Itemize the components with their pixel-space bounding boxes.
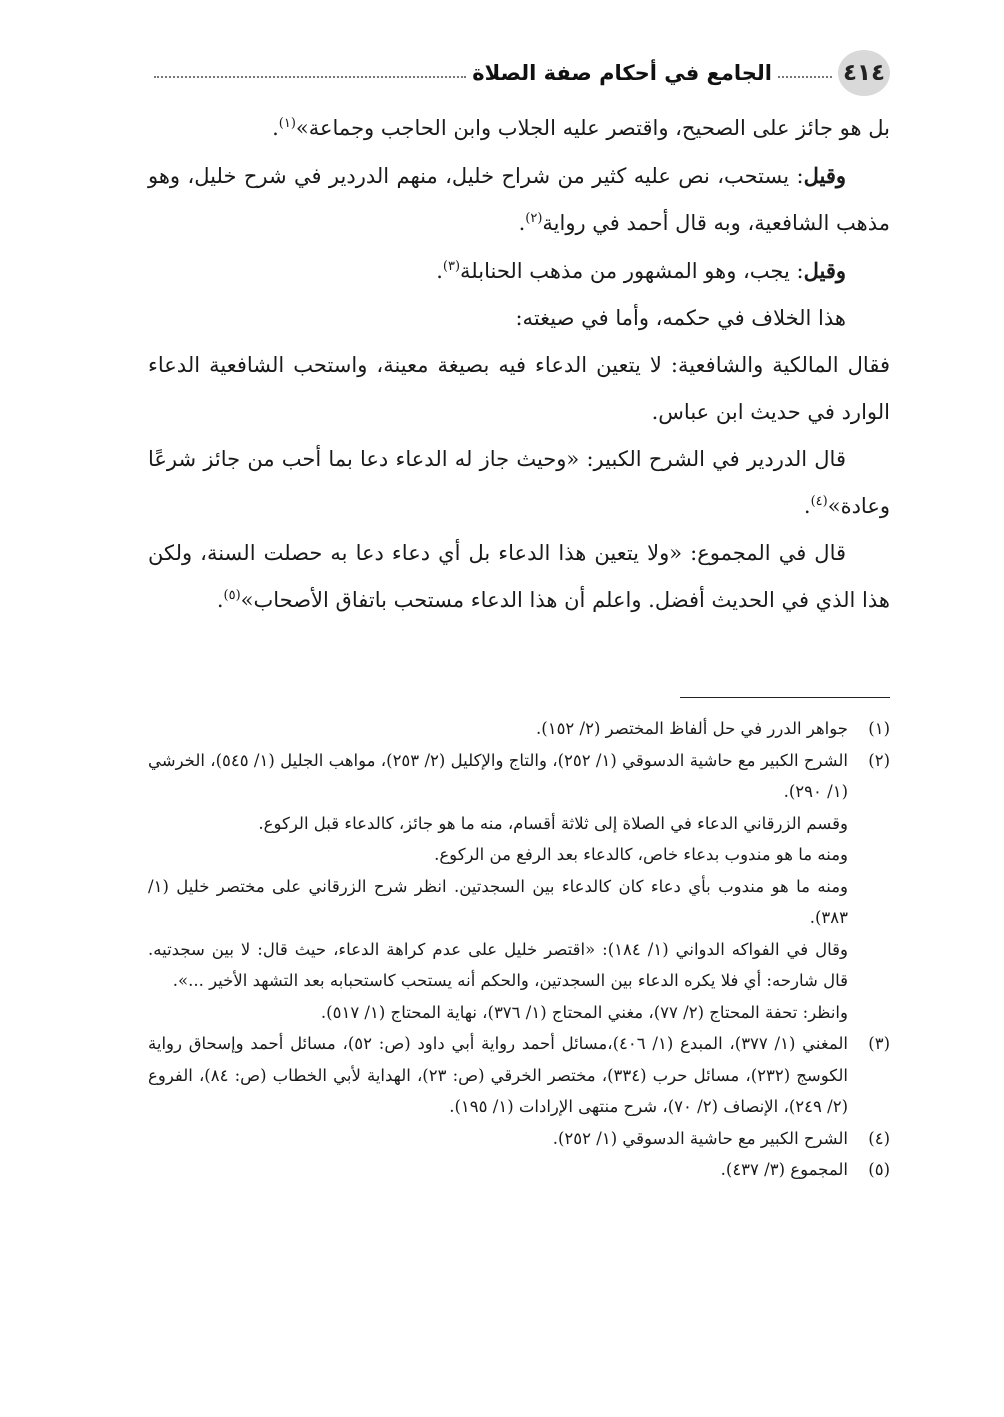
paragraph: قال في المجموع: «ولا يتعين هذا الدعاء بل أي دعاء دعا به حصلت السنة، ولكن هذا الذي في الحديث أفضل. واعلم أن هذا الدعاء مستحب باتفاق الأصحاب»$^{(٥)}$. <box>148 541 890 612</box>
footnote-ref[interactable]: (٥) <box>223 588 241 603</box>
paragraph-lead: وقيل <box>803 163 846 188</box>
paragraph: قال الدردير في الشرح الكبير: «وحيث جاز له الدعاء دعا بما أحب من جائز شرعًا وعادة»$^{(٤)}$. <box>148 447 890 518</box>
footnote-ref[interactable]: (٢) <box>525 211 543 226</box>
footnotes <box>148 713 890 1186</box>
footnote-number: (١) <box>868 719 890 738</box>
footnote-separator <box>680 697 890 698</box>
page-header <box>148 50 890 96</box>
footnote-text: وانظر: تحفة المحتاج (٢/ ٧٧)، مغني المحتاج (١/ ٣٧٦)، نهاية المحتاج (١/ ٥١٧). <box>320 1002 848 1022</box>
footnote <box>148 713 890 745</box>
footnote-ref[interactable]: (٣) <box>442 259 461 274</box>
footnote-text: جواهر الدرر في حل ألفاظ المختصر (٢/ ١٥٢). <box>536 719 848 738</box>
main-text <box>148 105 890 624</box>
paragraph: فقال المالكية والشافعية: لا يتعين الدعاء فيه بصيغة معينة، واستحب الشافعية الدعاء الوارد في حديث ابن عباس. <box>148 353 890 424</box>
footnote-text: المغني (١/ ٣٧٧)، المبدع (١/ ٤٠٦)،مسائل أحمد رواية أبي داود (ص: ٥٢)، مسائل أحمد وإسحاق رواية الكوسج (٢٣٢)، مسائل حرب (٣٣٤)، مختصر الخرقي (ص: ٢٣)، الهداية لأبي الخطاب (ص: ٨٤)، الفروع (٢/ ٢٤٩)، الإنصاف (٢/ ٧٠)، شرح منتهى الإرادات (١/ ١٩٥). <box>148 1034 849 1116</box>
footnote <box>148 1154 890 1186</box>
paragraph: وقيل: يستحب، نص عليه كثير من شراح خليل، منهم الدردير في شرح خليل، وهو مذهب الشافعية، وبه قال أحمد في رواية$^{(٢)}$. <box>148 163 890 235</box>
footnote <box>148 1123 890 1155</box>
footnote-number: (٥) <box>868 1160 890 1179</box>
footnote <box>148 1028 890 1123</box>
footnote-text: ومنه ما هو مندوب بأي دعاء كان كالدعاء بين السجدتين. انظر شرح الزرقاني على مختصر خليل (١/ ٣٨٣). <box>148 876 848 927</box>
running-title: الجامع في أحكام صفة الصلاة <box>472 61 772 85</box>
footnote-text: ومنه ما هو مندوب بدعاء خاص، كالدعاء بعد الرفع من الركوع. <box>434 845 848 864</box>
footnote <box>148 745 890 808</box>
header-dotted-leader-right <box>778 76 832 78</box>
footnote-text: وقسم الزرقاني الدعاء في الصلاة إلى ثلاثة أقسام، منه ما هو جائز، كالدعاء قبل الركوع. <box>258 813 848 833</box>
paragraph: وقيل: يجب، وهو المشهور من مذهب الحنابلة$^{(٣)}$. <box>436 258 846 283</box>
paragraph-lead: وقيل <box>803 258 846 283</box>
footnote-number: (٢) <box>868 750 890 770</box>
footnote-ref[interactable]: (٤) <box>810 494 828 509</box>
footnote-number: (٤) <box>868 1128 890 1148</box>
paragraph: هذا الخلاف في حكمه، وأما في صيغته: <box>515 306 846 330</box>
page-number-badge: ٤١٤ <box>838 50 890 96</box>
footnote-text: وقال في الفواكه الدواني (١/ ١٨٤): «اقتصر خليل على عدم كراهة الدعاء، حيث قال: لا بين سجدتيه. قال شارحه: أي فلا يكره الدعاء بين السجدتين، والحكم أنه يستحب كاستحبابه بعد التشهد الأخير ...». <box>148 939 848 990</box>
footnote-ref[interactable]: (١) <box>278 116 296 131</box>
header-dotted-leader-left <box>154 76 466 78</box>
footnote-text: المجموع (٣/ ٤٣٧). <box>720 1160 848 1179</box>
footnote-continuation <box>148 808 890 1029</box>
footnote-text: الشرح الكبير مع حاشية الدسوقي (١/ ٢٥٢). <box>552 1128 848 1148</box>
paragraph: بل هو جائز على الصحيح، واقتصر عليه الجلاب وابن الحاجب وجماعة»$^{(١)}$. <box>272 116 890 140</box>
footnote-number: (٣) <box>868 1034 890 1053</box>
footnote-text: الشرح الكبير مع حاشية الدسوقي (١/ ٢٥٢)، والتاج والإكليل (٢/ ٢٥٣)، مواهب الجليل (١/ ٥٤٥)، الخرشي (١/ ٢٩٠). <box>148 750 848 801</box>
